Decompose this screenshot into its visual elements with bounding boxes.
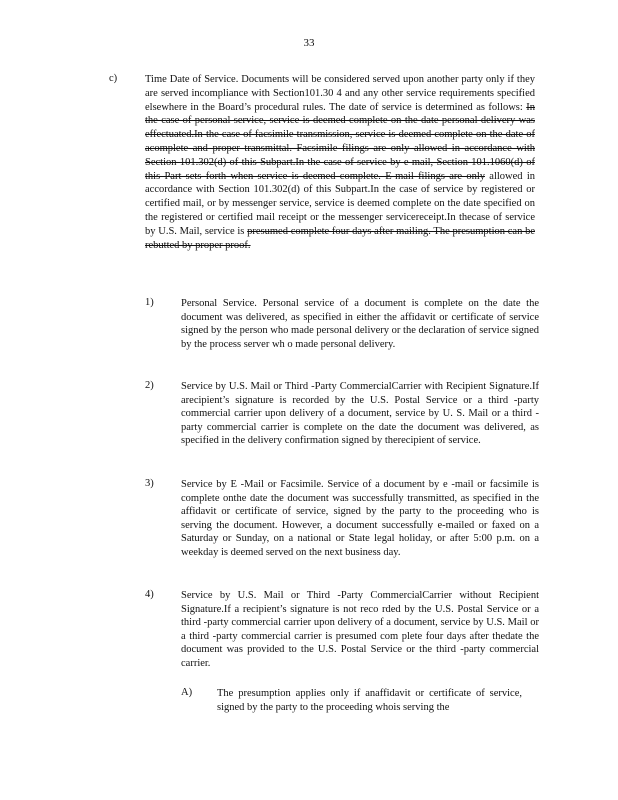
page-number: 33 (303, 37, 315, 49)
item-4-text: Service by U.S. Mail or Third -Party CommercialCarrier without Recipient Signature.If a recipient’s signature is not reco rded by the U.S. Postal Service or a third -party commercial carrier upon delivery of a document, service by U.S. Mail or a third -party commercial carrier is presumed com plete four days after thedate the document was provided to the U.S. Postal Service or the third -party commercial carrier. (181, 590, 539, 669)
section-c-text-2: allowed in accordance with Section 101.302(d) of this Subpart.In the case of service by registered or certified mail, or by messenger service, service is deemed complete on the date specified on the registered or certified mail receipt or the messenger servicereceipt.In thecase of service by U.S. Mail, service is (145, 170, 536, 237)
section-c-text-1: Time Date of Service. Documents will be considered served upon another party only if they are served incompliance with Section101.30 4 and any other service requirements specified elsewhere in the Board’s procedural rules. The date of service is determined as follows: (145, 74, 535, 113)
item-2-text: Service by U.S. Mail or Third -Party CommercialCarrier with Recipient Signature.If arecipient’s signature is recorded by the U.S. Postal Service or a third -party commercial carrier upon delivery of a document, service by U. S. Mail or a third -party commercial carrier is complete on the date the document was delivered, as specified in the delivery confirmation signed by therecipient of service. (181, 381, 539, 447)
section-c-paragraph (145, 73, 535, 252)
item-1-label: 1) (145, 297, 154, 308)
section-c-struck-text-1: In the case of personal service, service is deemed complete on the date personal delivery was effectuated.In the case of facsimile transmission, service is deemed complete on the date of acomplete and proper transmittal. Facsimile filings are only allowed in accordance with Section 101.302(d) of this Subpart.In the case of service by e mail, Section 101.1060(d) of this Part sets forth when service is deemed complete. E-mail filings are only (145, 101, 535, 182)
sub-item-a-text: The presumption applies only if anaffidavit or certificate of service, signed by the party to the proceeding whois serving the (217, 688, 522, 713)
section-c-text (145, 73, 535, 252)
item-3-label: 3) (145, 478, 154, 489)
item-4-label: 4) (145, 589, 154, 600)
item-1-text: Personal Service. Personal service of a document is complete on the date the document was delivered, as specified in either the affidavit or certificate of service signed by the person who made personal delivery or the declaration of service signed by the process server wh o made personal delivery. (181, 298, 539, 350)
section-c-struck-text-2: presumed complete four days after mailing. The presumption can be rebutted by proper proof. (145, 225, 535, 251)
sub-item-a-label: A) (181, 687, 193, 698)
section-c-label: c) (109, 73, 118, 84)
item-3-text: Service by E -Mail or Facsimile. Service of a document by e -mail or facsimile is complete onthe date the document was successfully transmitted, as specified in the affidavit or certificate of service, signed by the party to the proceeding who is serving the document. However, a document successfully e-mailed or faxed on a Saturday or Sunday, on a national or State legal holiday, or after 5:00 p.m. on a weekday is deemed served on the next business day. (181, 479, 539, 558)
item-2-label: 2) (145, 380, 154, 391)
